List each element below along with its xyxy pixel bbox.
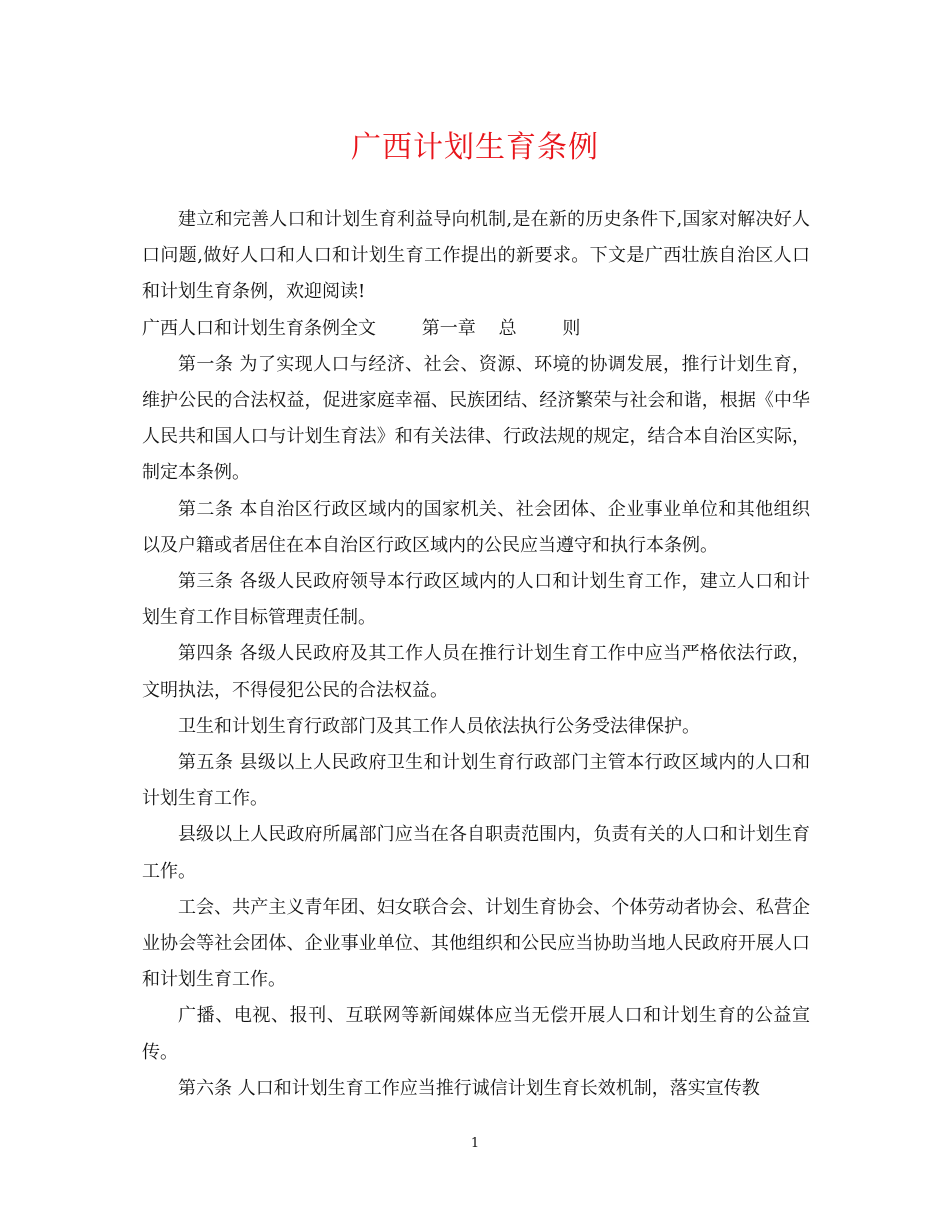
page-number: 1 xyxy=(470,1136,480,1151)
article-2-paragraph: 第二条 本自治区行政区域内的国家机关、社会团体、企业事业单位和其他组织以及户籍或者居住在本自治区行政区域内的公民应当遵守和执行本条例。 xyxy=(142,498,810,556)
article-4-paragraph: 第四条 各级人民政府及其工作人员在推行计划生育工作中应当严格依法行政，文明执法，不得侵犯公民的合法权益。 xyxy=(142,643,810,701)
chapter-heading-line: 广西人口和计划生育条例全文 第一章 总 则 xyxy=(142,317,581,339)
article-4-supplement-paragraph: 卫生和计划生育行政部门及其工作人员依法执行公务受法律保护。 xyxy=(178,715,700,737)
article-3-paragraph: 第三条 各级人民政府领导本行政区域内的人口和计划生育工作，建立人口和计划生育工作目标管理责任制。 xyxy=(142,571,810,629)
article-5-paragraph: 第五条 县级以上人民政府卫生和计划生育行政部门主管本行政区域内的人口和计划生育工作。 xyxy=(142,752,810,810)
article-5-media-paragraph: 广播、电视、报刊、互联网等新闻媒体应当无偿开展人口和计划生育的公益宣传。 xyxy=(142,1005,810,1063)
document-body xyxy=(142,202,810,1107)
article-6-paragraph: 第六条 人口和计划生育工作应当推行诚信计划生育长效机制，落实宣传教 xyxy=(178,1077,760,1099)
article-5-departments-paragraph: 县级以上人民政府所属部门应当在各自职责范围内，负责有关的人口和计划生育工作。 xyxy=(142,824,810,882)
document-title: 广西计划生育条例 xyxy=(351,130,599,165)
intro-paragraph: 建立和完善人口和计划生育利益导向机制,是在新的历史条件下,国家对解决好人口问题,做好人口和人口和计划生育工作提出的新要求。下文是广西壮族自治区人口和计划生育条例，欢迎阅读! xyxy=(142,209,810,303)
article-5-organizations-paragraph: 工会、共产主义青年团、妇女联合会、计划生育协会、个体劳动者协会、私营企业协会等社会团体、企业事业单位、其他组织和公民应当协助当地人民政府开展人口和计划生育工作。 xyxy=(142,896,810,991)
article-1-paragraph: 第一条 为了实现人口与经济、社会、资源、环境的协调发展，推行计划生育，维护公民的合法权益，促进家庭幸福、民族团结、经济繁荣与社会和谐，根据《中华人民共和国人口与计划生育法》和有关法律、行政法规的规定，结合本自治区实际，制定本条例。 xyxy=(142,353,810,484)
